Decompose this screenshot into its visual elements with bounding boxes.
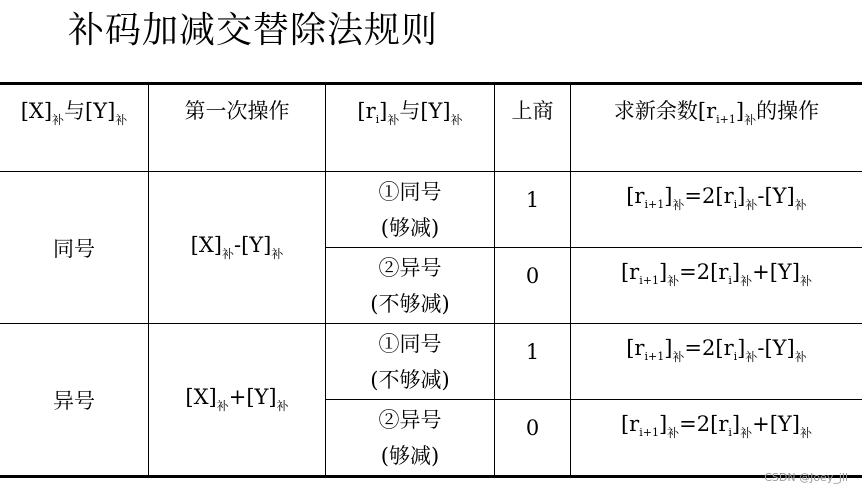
table-header-row — [0, 84, 862, 172]
condition-cell: ②异号 (不够减) — [326, 248, 495, 324]
quotient-cell: 1 — [495, 172, 571, 248]
condition-cell: ①同号 (够减) — [326, 172, 495, 248]
page-title: 补码加减交替除法规则 — [68, 10, 439, 51]
table-row — [0, 172, 862, 248]
header-first-operation: 第一次操作 — [149, 84, 326, 172]
rule-cell: $[r_{i+1}]_补=2[r_i]_补+[Y]_补$ — [571, 248, 862, 324]
table-row — [0, 324, 862, 400]
first-op-cell: $[X]_补+[Y]_补$ — [149, 324, 326, 477]
condition-cell: ②异号 (够减) — [326, 400, 495, 477]
rule-cell: $[r_{i+1}]_补=2[r_i]_补-[Y]_补$ — [571, 324, 862, 400]
header-new-remainder: 求新余数$[r_{i+1}]_补$的操作 — [571, 84, 862, 172]
rule-cell: $[r_{i+1}]_补=2[r_i]_补+[Y]_补$ — [571, 400, 862, 477]
condition-cell: ①同号 (不够减) — [326, 324, 495, 400]
header-remainder-relation: $[r_i]_补$与$[Y]_补$ — [326, 84, 495, 172]
sign-cell: 异号 — [0, 324, 149, 477]
quotient-cell: 0 — [495, 400, 571, 477]
first-op-cell: $[X]_补-[Y]_补$ — [149, 172, 326, 324]
rule-cell: $[r_{i+1}]_补=2[r_i]_补-[Y]_补$ — [571, 172, 862, 248]
quotient-cell: 1 — [495, 324, 571, 400]
division-rules-table — [0, 82, 862, 478]
header-quotient: 上商 — [495, 84, 571, 172]
quotient-cell: 0 — [495, 248, 571, 324]
watermark-text: CSDN @Joey_jll — [764, 471, 848, 484]
header-sign-relation: $[X]_补$与$[Y]_补$ — [0, 84, 149, 172]
sign-cell: 同号 — [0, 172, 149, 324]
